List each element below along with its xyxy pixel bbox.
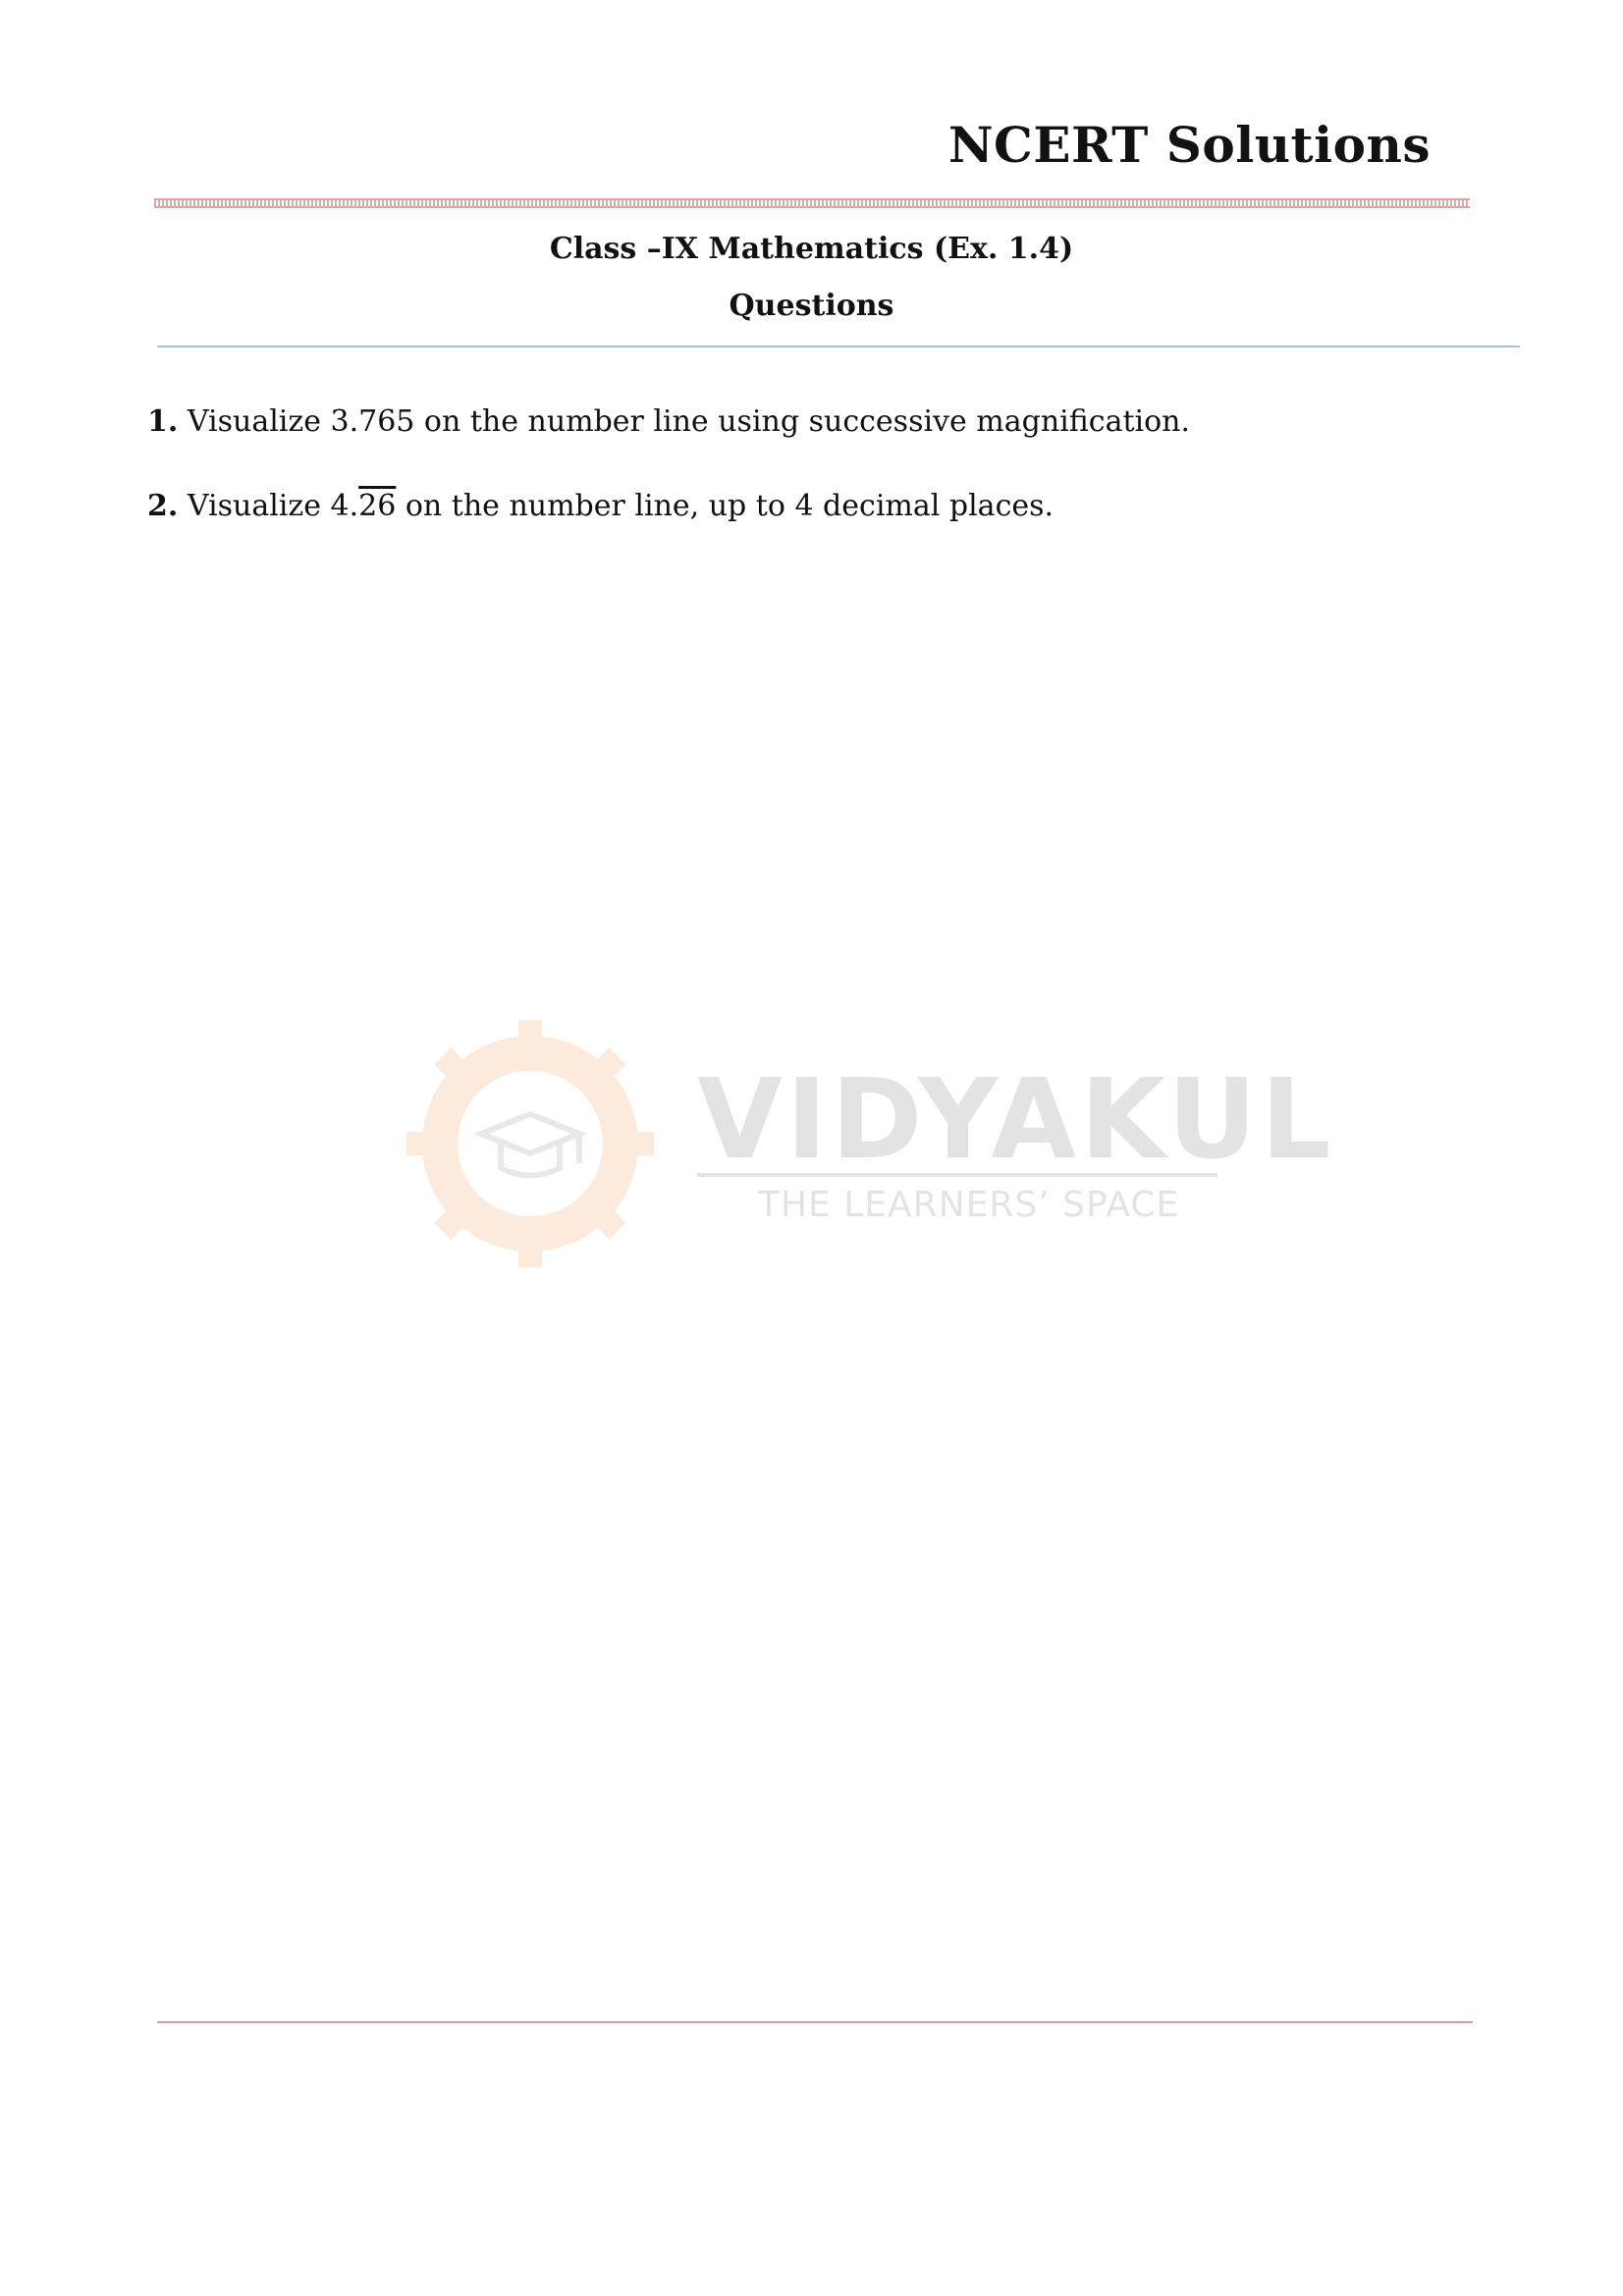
question-item	[147, 489, 1054, 523]
class-heading: Class –IX Mathematics (Ex. 1.4)	[549, 232, 1074, 266]
decimal-repeating-part: 26	[358, 489, 397, 523]
question-text: Visualize 3.765 on the number line using successive magnification.	[187, 404, 1191, 439]
recurring-decimal	[331, 489, 397, 523]
header-divider	[154, 198, 1470, 208]
section-divider	[157, 346, 1520, 347]
watermark-brand: VIDYAKUL	[697, 1056, 1335, 1184]
page-title: NCERT Solutions	[947, 116, 1431, 174]
question-number: 1.	[147, 404, 179, 439]
decimal-whole-part: 4.	[330, 489, 359, 523]
question-text-before: Visualize	[187, 489, 321, 523]
footer-divider	[157, 2021, 1473, 2023]
question-number: 2.	[147, 489, 179, 523]
section-heading: Questions	[729, 289, 894, 323]
watermark-tagline: THE LEARNERS’ SPACE	[758, 1185, 1180, 1225]
question-item	[147, 404, 1190, 439]
watermark-divider	[697, 1173, 1217, 1177]
vidyakul-watermark	[403, 1016, 1335, 1271]
vidyakul-seal-icon	[403, 1016, 658, 1271]
question-text-after: on the number line, up to 4 decimal places.	[405, 489, 1055, 523]
